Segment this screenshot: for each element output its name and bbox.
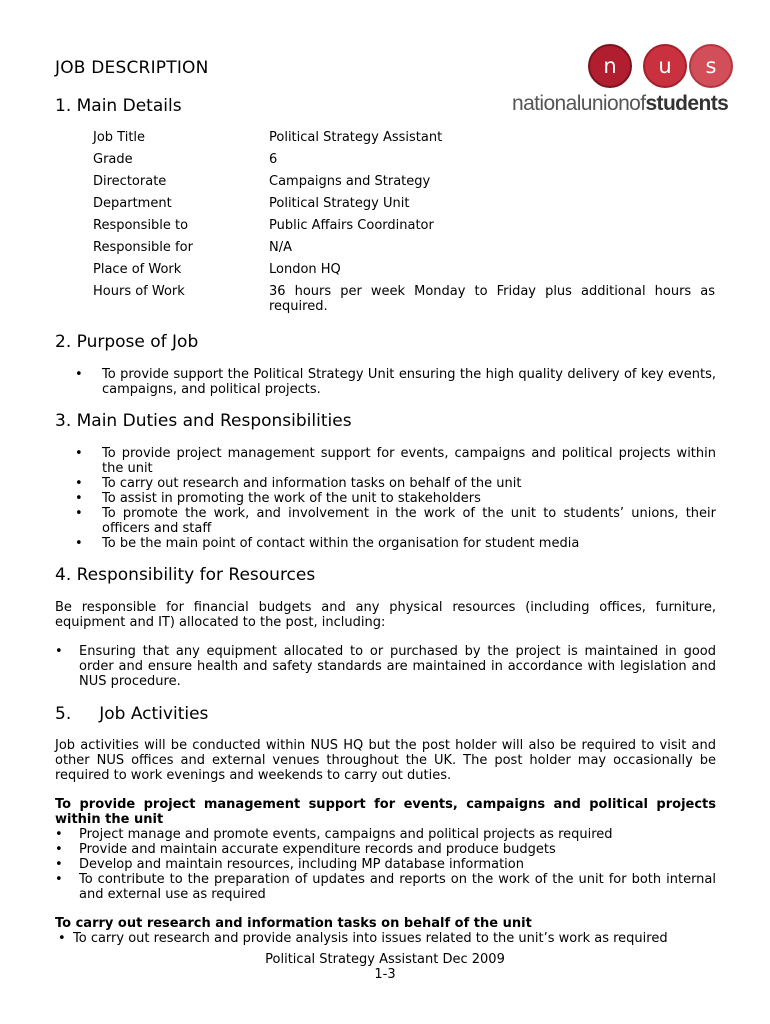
list-item: • To assist in promoting the work of the unit to stakeholders <box>75 491 481 506</box>
table-row <box>93 262 715 284</box>
table-row <box>93 196 715 218</box>
table-row <box>93 152 715 174</box>
section-heading-main-details: 1. Main Details <box>55 96 182 116</box>
detail-value: Public Affairs Coordinator <box>269 218 434 233</box>
list-item: • To contribute to the preparation of updates and reports on the work of the unit for both internal and external use as required <box>55 872 716 902</box>
footer-title: Political Strategy Assistant Dec 2009 <box>265 952 505 967</box>
table-row <box>93 240 715 262</box>
main-details-table <box>93 130 715 314</box>
detail-value: Political Strategy Unit <box>269 196 410 211</box>
sub-heading-research: To carry out research and information tasks on behalf of the unit <box>55 916 532 931</box>
resources-intro: Be responsible for financial budgets and any physical resources (including offices, furniture, equipment and IT) allocated to the post, including: <box>55 600 716 630</box>
project-management-list <box>55 827 716 902</box>
detail-value: 36 hours per week Monday to Friday plus additional hours as required. <box>269 284 715 314</box>
job-activities-intro: Job activities will be conducted within NUS HQ but the post holder will also be required to visit and other NUS offices and external venues throughout the UK. The post holder may occasionally be required to work evenings and weekends to carry out duties. <box>55 738 716 783</box>
logo-circle-u: u <box>643 44 687 88</box>
list-item: • Develop and maintain resources, including MP database information <box>55 857 524 872</box>
logo-circle-n: n <box>588 44 632 88</box>
detail-label: Job Title <box>93 130 146 145</box>
detail-value: Political Strategy Assistant <box>269 130 443 145</box>
list-item: • To provide support the Political Strategy Unit ensuring the high quality delivery of key events, campaigns, and political projects. <box>75 367 716 397</box>
research-list <box>55 931 716 946</box>
list-item: • Ensuring that any equipment allocated to or purchased by the project is maintained in good order and ensure health and safety standards are maintained in accordance with legislation and NUS procedure. <box>55 644 716 689</box>
detail-label: Responsible for <box>93 240 193 255</box>
detail-label: Responsible to <box>93 218 189 233</box>
detail-label: Place of Work <box>93 262 182 277</box>
duties-list <box>75 446 716 551</box>
list-item: • To carry out research and provide analysis into issues related to the unit’s work as required <box>58 931 668 946</box>
detail-label: Hours of Work <box>93 284 185 299</box>
detail-label: Directorate <box>93 174 167 189</box>
list-item: • To carry out research and information tasks on behalf of the unit <box>75 476 522 491</box>
purpose-list <box>75 367 716 397</box>
detail-value: London HQ <box>269 262 341 277</box>
section-heading-resources: 4. Responsibility for Resources <box>55 565 316 585</box>
section-heading-main-duties: 3. Main Duties and Responsibilities <box>55 411 352 431</box>
detail-value: N/A <box>269 240 292 255</box>
list-item: • To promote the work, and involvement in the work of the unit to students’ unions, their officers and staff <box>75 506 716 536</box>
detail-label: Department <box>93 196 172 211</box>
list-item: • To be the main point of contact within the organisation for student media <box>75 536 580 551</box>
table-row <box>93 130 715 152</box>
detail-value: 6 <box>269 152 278 167</box>
logo-wordmark <box>512 92 729 115</box>
table-row <box>93 218 715 240</box>
detail-label: Grade <box>93 152 133 167</box>
table-row <box>93 174 715 196</box>
logo-circle-s: s <box>689 44 733 88</box>
table-row <box>93 284 715 314</box>
list-item: • To provide project management support for events, campaigns and political projects within the unit <box>75 446 716 476</box>
detail-value: Campaigns and Strategy <box>269 174 431 189</box>
list-item: • Provide and maintain accurate expenditure records and produce budgets <box>55 842 556 857</box>
document-title: JOB DESCRIPTION <box>55 58 209 78</box>
logo-text-bold: students <box>645 92 729 115</box>
sub-heading-project-management: To provide project management support for events, campaigns and political projects within the unit <box>55 797 716 827</box>
resources-list <box>55 644 716 689</box>
nus-logo <box>510 44 740 120</box>
section-heading-job-activities: 5. Job Activities <box>55 704 209 724</box>
section-heading-purpose: 2. Purpose of Job <box>55 332 199 352</box>
footer-page-number: 1-3 <box>374 967 396 982</box>
logo-text-light: nationalunionof <box>512 92 646 115</box>
list-item: • Project manage and promote events, campaigns and political projects as required <box>55 827 613 842</box>
